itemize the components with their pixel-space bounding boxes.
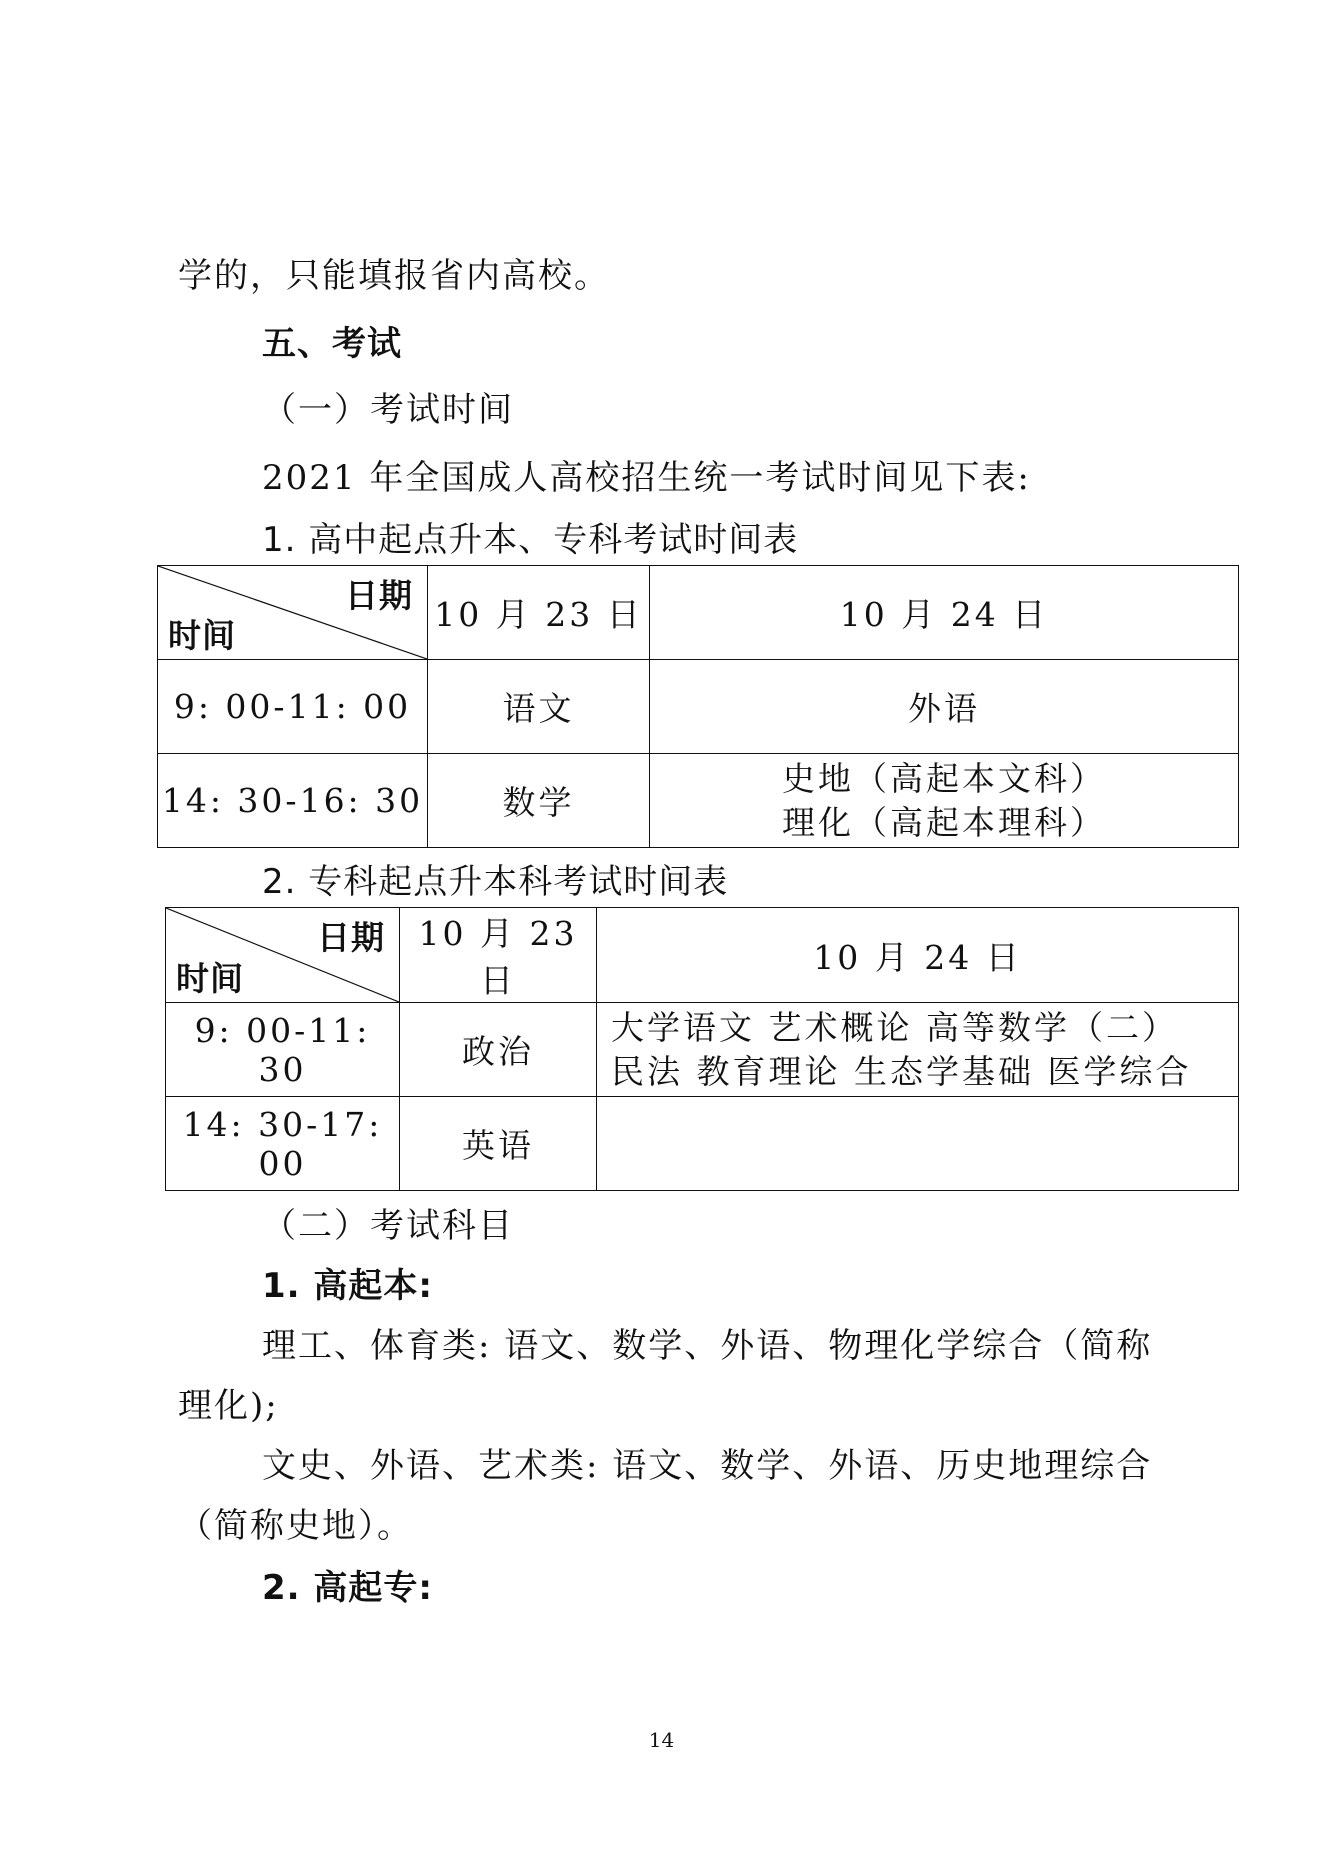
table2-row1-oct24 — [597, 1003, 1239, 1097]
cell-line: 大学语文 艺术概论 高等数学（二） — [611, 1007, 1178, 1047]
table1-row1-oct23: 语文 — [428, 660, 650, 754]
paragraph-science-subjects-cont: 理化); — [178, 1386, 279, 1426]
table1-col-oct23: 10 月 23 日 — [428, 566, 650, 660]
paragraph-exam-schedule-intro: 2021 年全国成人高校招生统一考试时间见下表: — [262, 458, 1031, 498]
header-date-label: 日期 — [317, 918, 385, 957]
cell-line: 理化（高起本理科） — [782, 802, 1106, 842]
schedule-table-1 — [157, 565, 1239, 848]
table2-row2-oct23: 英语 — [400, 1097, 597, 1191]
table2-title: 2. 专科起点升本科考试时间表 — [262, 862, 729, 902]
page-number: 14 — [648, 1728, 675, 1752]
header-time-label: 时间 — [176, 959, 244, 998]
table1-row1-time: 9: 00-11: 00 — [158, 660, 428, 754]
paragraph-arts-subjects: 文史、外语、艺术类: 语文、数学、外语、历史地理综合 — [262, 1446, 1153, 1486]
table2-col-oct24: 10 月 24 日 — [597, 908, 1239, 1003]
paragraph-science-subjects: 理工、体育类: 语文、数学、外语、物理化学综合（简称 — [262, 1326, 1153, 1366]
table2-row1-time: 9: 00-11: 30 — [166, 1003, 400, 1097]
subsection-heading-exam-time: （一）考试时间 — [262, 390, 514, 430]
table1-row2-oct23: 数学 — [428, 754, 650, 848]
table2-row1-oct23: 政治 — [400, 1003, 597, 1097]
header-date-label: 日期 — [345, 576, 413, 615]
table2-row2-oct24 — [597, 1097, 1239, 1191]
cell-line: 民法 教育理论 生态学基础 医学综合 — [611, 1051, 1192, 1091]
cell-line: 史地（高起本文科） — [782, 758, 1106, 798]
subject-heading-gaoqizhuan: 2. 高起专: — [262, 1568, 434, 1608]
table1-title: 1. 高中起点升本、专科考试时间表 — [262, 520, 799, 560]
subject-heading-gaoqiben: 1. 高起本: — [262, 1266, 434, 1306]
table2-col-oct23: 10 月 23 日 — [400, 908, 597, 1003]
table2-row2-time: 14: 30-17: 00 — [166, 1097, 400, 1191]
table1-header-corner — [158, 566, 428, 660]
section-heading-exam: 五、考试 — [262, 324, 402, 364]
table1-row1-oct24: 外语 — [650, 660, 1239, 754]
paragraph-arts-subjects-cont: （简称史地）。 — [178, 1506, 413, 1546]
table1-col-oct24: 10 月 24 日 — [650, 566, 1239, 660]
table2-header-corner — [166, 908, 400, 1003]
table1-row2-time: 14: 30-16: 30 — [158, 754, 428, 848]
schedule-table-2 — [165, 907, 1239, 1191]
paragraph-continuation: 学的，只能填报省内高校。 — [178, 256, 610, 296]
header-time-label: 时间 — [168, 616, 236, 655]
table1-row2-oct24 — [650, 754, 1239, 848]
subsection-heading-exam-subjects: （二）考试科目 — [262, 1206, 514, 1246]
